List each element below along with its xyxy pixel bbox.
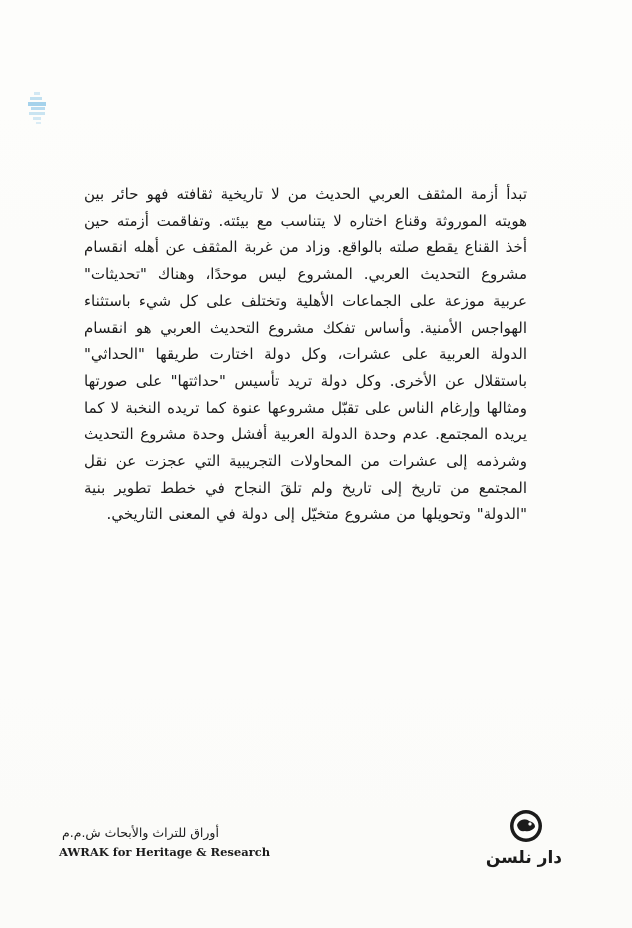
publisher-name-arabic: أوراق للتراث والأبحاث ش.م.م bbox=[62, 825, 219, 840]
publisher-globe-icon bbox=[508, 808, 544, 844]
publisher-block bbox=[59, 823, 279, 861]
blue-ink-stain-icon bbox=[26, 88, 56, 130]
publisher-name-english: AWRAK for Heritage & Research bbox=[59, 845, 271, 859]
publisher-logo bbox=[485, 808, 562, 868]
publisher-logo-text: دار نلسن bbox=[485, 848, 562, 868]
blurb-paragraph: تبدأ أزمة المثقف العربي الحديث من لا تاريخية ثقافته فهو حائر بين هويته الموروثة وقناع اختاره لا يتناسب مع بيئته. وتفاقمت أزمته حين أخذ القناع يقطع صلته بالواقع. وزاد من غربة المثقف عن أهله انقسام مشروع التحديث العربي. المشروع ليس موحدًا، وهناك "تحديثات" عربية موزعة على الجماعات الأهلية وتختلف على كل شيء باستثناء الهواجس الأمنية. وأساس تفكك مشروع التحديث العربي هو انقسام الدولة العربية على عشرات، وكل دولة اختارت طريقها "الحداثي" باستقلال عن الأخرى. وكل دولة تريد تأسيس "حداثتها" على صورتها ومثالها وإرغام الناس على تقبّل مشروعها عنوة كما تريده النخبة لا كما يريده المجتمع. عدم وحدة الدولة العربية أفشل وحدة مشروع التحديث وشرذمه إلى عشرات من المحاولات التجريبية التي عجزت عن نقل المجتمع من تاريخ إلى تاريخ ولم تلقَ النجاح في خطط تطوير بنية "الدولة" وتحويلها من مشروع متخيّل إلى دولة في المعنى التاريخي. bbox=[84, 185, 527, 524]
